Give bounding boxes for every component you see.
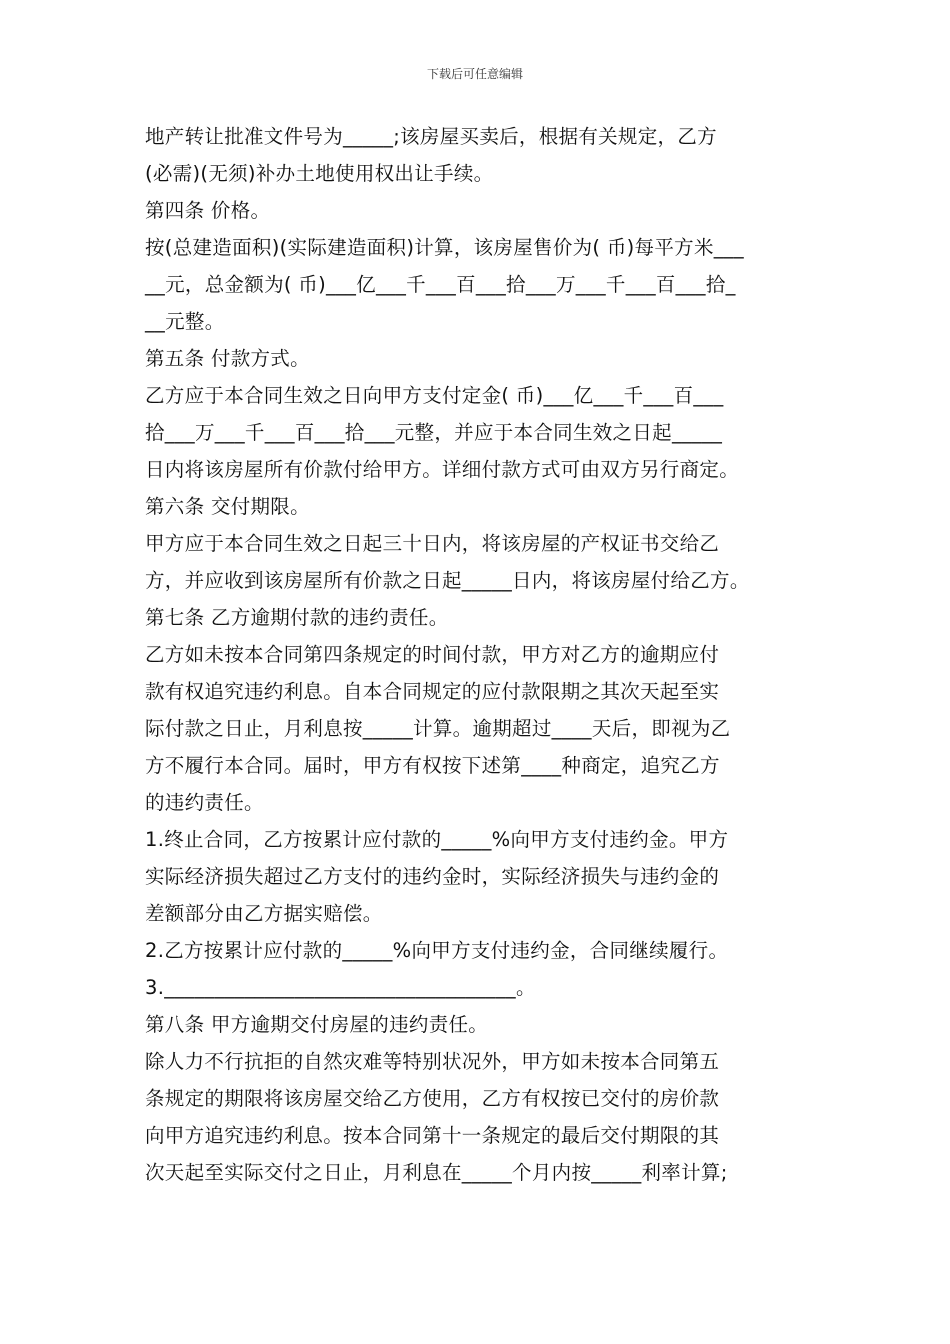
text-line: 款有权追究违约利息。自本合同规定的应付款限期之其次天起至实: [145, 680, 720, 703]
text-line: 地产转让批准文件号为_____;该房屋买卖后，根据有关规定，乙方: [145, 125, 717, 148]
text-line: 的违约责任。: [145, 791, 264, 814]
text-line: __元整。: [145, 310, 225, 333]
text-line: (必需)(无须)补办土地使用权出让手续。: [145, 162, 494, 185]
document-body: [145, 118, 835, 1191]
list-item: 3.___________________________________。: [145, 976, 536, 999]
section-heading: 第八条 甲方逾期交付房屋的违约责任。: [145, 1013, 489, 1036]
text-line: 甲方应于本合同生效之日起三十日内，将该房屋的产权证书交给乙: [145, 532, 720, 555]
section-heading: 第六条 交付期限。: [145, 495, 310, 518]
list-item: 2.乙方按累计应付款的_____%向甲方支付违约金，合同继续履行。: [145, 939, 729, 962]
section-heading: 第四条 价格。: [145, 199, 271, 222]
section-heading: 第五条 付款方式。: [145, 347, 310, 370]
text-line: 乙方如未按本合同第四条规定的时间付款，甲方对乙方的逾期应付: [145, 643, 720, 666]
text-line: 实际经济损失超过乙方支付的违约金时，实际经济损失与违约金的: [145, 865, 720, 888]
text-line: __元，总金额为( 币)___亿___千___百___拾___万___千___百___拾_: [145, 273, 736, 296]
text-line: 乙方应于本合同生效之日向甲方支付定金( 币)___亿___千___百___: [145, 384, 724, 407]
text-line: 除人力不行抗拒的自然灾难等特别状况外，甲方如未按本合同第五: [145, 1050, 720, 1073]
section-heading: 第七条 乙方逾期付款的违约责任。: [145, 606, 449, 629]
text-line: 次天起至实际交付之日止，月利息在_____个月内按_____利率计算;: [145, 1161, 728, 1184]
text-line: 差额部分由乙方据实赔偿。: [145, 902, 383, 925]
text-line: 日内将该房屋所有价款付给甲方。详细付款方式可由双方另行商定。: [145, 458, 740, 481]
text-line: 条规定的期限将该房屋交给乙方使用，乙方有权按已交付的房价款: [145, 1087, 720, 1110]
text-line: 拾___万___千___百___拾___元整，并应于本合同生效之日起_____: [145, 421, 723, 444]
text-line: 际付款之日止，月利息按_____计算。逾期超过____天后，即视为乙: [145, 717, 731, 740]
text-line: 方不履行本合同。届时，甲方有权按下述第____种商定，追究乙方: [145, 754, 720, 777]
list-item: 1.终止合同，乙方按累计应付款的_____%向甲方支付违约金。甲方: [145, 828, 729, 851]
text-line: 方，并应收到该房屋所有价款之日起_____日内，将该房屋付给乙方。: [145, 569, 750, 592]
text-line: 向甲方追究违约利息。按本合同第十一条规定的最后交付期限的其: [145, 1124, 720, 1147]
text-line: 按(总建造面积)(实际建造面积)计算，该房屋售价为( 币)每平方米___: [145, 236, 744, 259]
page-header: 下载后可任意编辑: [426, 67, 523, 81]
